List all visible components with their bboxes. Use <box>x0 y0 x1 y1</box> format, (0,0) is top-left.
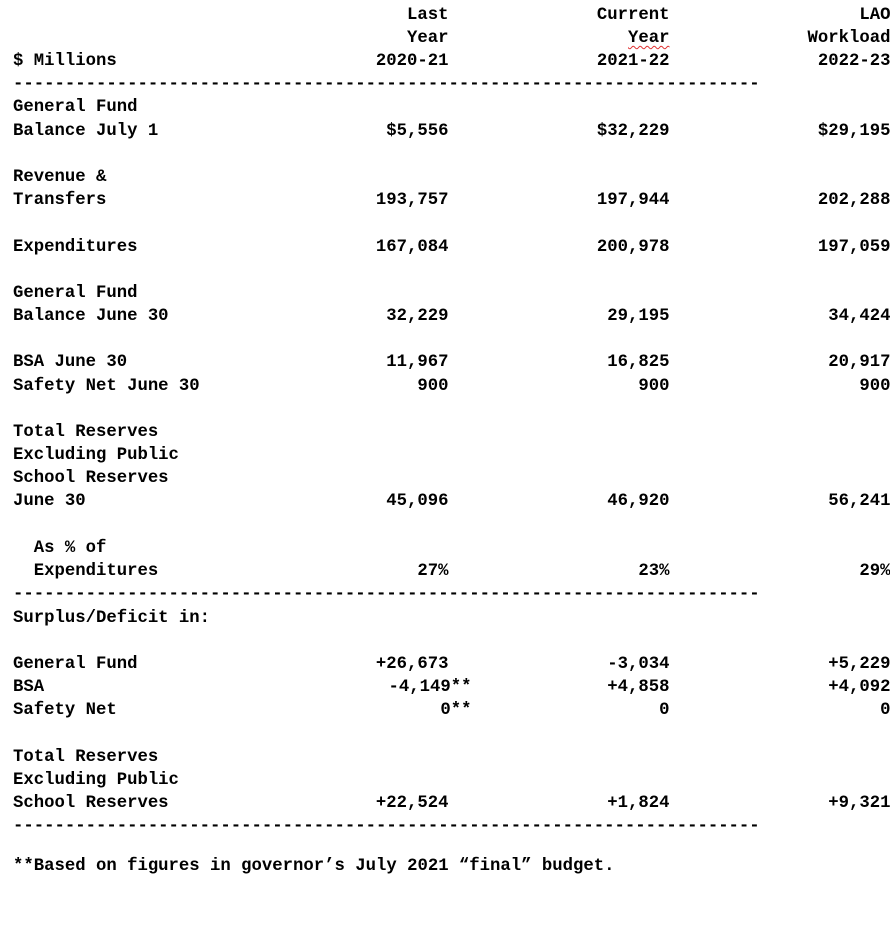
gf-end-2022: 34,424 <box>828 307 890 326</box>
pct-row-1 <box>13 537 107 560</box>
surplus-gf-2022: +5,229 <box>828 655 890 674</box>
gf-end-2021: 29,195 <box>607 307 670 326</box>
total-reserves-label-1: Total Reserves <box>13 423 159 442</box>
pct-label-2: Expenditures <box>13 562 159 581</box>
gf-begin-2022: $29,195 <box>817 122 890 141</box>
gf-begin-2020: $5,556 <box>386 122 449 141</box>
surplus-bsa-label: BSA <box>13 678 45 697</box>
total-reserves-row-3 <box>13 467 169 490</box>
surplus-safety-2021: 0 <box>659 701 670 720</box>
revenue-label-1: Revenue & <box>13 168 107 187</box>
col2-header-line3: 2021-22 <box>596 52 670 71</box>
total-reserves-2020: 45,096 <box>386 492 449 511</box>
total-reserves-row-2 <box>13 444 179 467</box>
surplus-safety-row <box>13 699 890 722</box>
surplus-gf-row <box>13 653 890 676</box>
footnote: **Based on figures in governor’s July 2021 “final” budget. <box>13 857 615 876</box>
col3-header-line2: Workload <box>807 29 890 48</box>
safety-label: Safety Net June 30 <box>13 377 200 396</box>
col2-header-line2: Year <box>628 29 670 48</box>
gf-begin-2021: $32,229 <box>596 122 670 141</box>
col3-header-line1: LAO <box>859 6 890 25</box>
bsa-2020: 11,967 <box>386 353 449 372</box>
surplus-safety-2022: 0 <box>880 701 890 720</box>
pct-2020: 27% <box>417 562 449 581</box>
pct-label-1: As % of <box>13 539 107 558</box>
col1-header-line2: Year <box>407 29 449 48</box>
pct-2022: 29% <box>859 562 890 581</box>
surplus-total-label-3: School Reserves <box>13 794 169 813</box>
revenue-row <box>13 189 890 212</box>
col2-header-line1: Current <box>596 6 670 25</box>
gf-end-row-1 <box>13 282 138 305</box>
col1-header-line3: 2020-21 <box>375 52 449 71</box>
surplus-total-row <box>13 792 890 815</box>
col1-header-line1: Last <box>407 6 449 25</box>
revenue-2022: 202,288 <box>817 191 890 210</box>
col3-header-line3: 2022-23 <box>817 52 890 71</box>
surplus-total-2022: +9,321 <box>828 794 890 813</box>
divider-middle: ------------------------------------------------------------------------ <box>13 585 760 604</box>
surplus-bsa-row <box>13 676 890 699</box>
header-row-2 <box>13 27 890 50</box>
expenditures-row <box>13 236 890 259</box>
surplus-total-label-1: Total Reserves <box>13 748 159 767</box>
surplus-bsa-2020: -4,149** <box>388 678 472 697</box>
surplus-gf-2021: -3,034 <box>607 655 670 674</box>
bsa-2021: 16,825 <box>607 353 670 372</box>
surplus-gf-2020: +26,673 <box>375 655 449 674</box>
divider-bottom: ------------------------------------------------------------------------ <box>13 817 760 836</box>
gf-end-row <box>13 305 890 328</box>
safety-row <box>13 375 890 398</box>
surplus-gf-label: General Fund <box>13 655 138 674</box>
surplus-total-row-1 <box>13 746 159 769</box>
surplus-total-2021: +1,824 <box>607 794 670 813</box>
gf-begin-label-2: Balance July 1 <box>13 122 159 141</box>
expenditures-2020: 167,084 <box>375 238 449 257</box>
surplus-safety-2020: 0** <box>440 701 472 720</box>
bsa-row <box>13 351 890 374</box>
bsa-2022: 20,917 <box>828 353 890 372</box>
surplus-bsa-2021: +4,858 <box>607 678 670 697</box>
expenditures-2022: 197,059 <box>817 238 890 257</box>
revenue-row-1 <box>13 166 107 189</box>
header-row-1 <box>13 4 890 27</box>
total-reserves-2022: 56,241 <box>828 492 890 511</box>
revenue-2021: 197,944 <box>596 191 670 210</box>
surplus-heading-row <box>13 607 211 630</box>
total-reserves-label-2: Excluding Public <box>13 446 179 465</box>
gf-begin-label-1: General Fund <box>13 98 138 117</box>
footnote-row <box>13 855 615 878</box>
header-row-3 <box>13 50 890 73</box>
expenditures-label: Expenditures <box>13 238 138 257</box>
divider-top: ------------------------------------------------------------------------ <box>13 75 760 94</box>
total-reserves-row-1 <box>13 421 159 444</box>
units-label: $ Millions <box>13 52 117 71</box>
total-reserves-label-3: School Reserves <box>13 469 169 488</box>
revenue-2020: 193,757 <box>375 191 449 210</box>
expenditures-2021: 200,978 <box>596 238 670 257</box>
gf-begin-row-1 <box>13 96 138 119</box>
surplus-heading: Surplus/Deficit in: <box>13 609 211 628</box>
surplus-bsa-2022: +4,092 <box>828 678 890 697</box>
revenue-label-2: Transfers <box>13 191 107 210</box>
surplus-total-2020: +22,524 <box>375 794 449 813</box>
surplus-total-row-2 <box>13 769 179 792</box>
surplus-safety-label: Safety Net <box>13 701 117 720</box>
pct-row <box>13 560 890 583</box>
surplus-total-label-2: Excluding Public <box>13 771 179 790</box>
total-reserves-row <box>13 490 890 513</box>
total-reserves-2021: 46,920 <box>607 492 670 511</box>
safety-2021: 900 <box>638 377 670 396</box>
total-reserves-label-4: June 30 <box>13 492 86 511</box>
gf-end-label-1: General Fund <box>13 284 138 303</box>
gf-end-label-2: Balance June 30 <box>13 307 169 326</box>
safety-2022: 900 <box>859 377 890 396</box>
gf-begin-row <box>13 120 890 143</box>
bsa-label: BSA June 30 <box>13 353 128 372</box>
gf-end-2020: 32,229 <box>386 307 449 326</box>
safety-2020: 900 <box>417 377 449 396</box>
pct-2021: 23% <box>638 562 670 581</box>
